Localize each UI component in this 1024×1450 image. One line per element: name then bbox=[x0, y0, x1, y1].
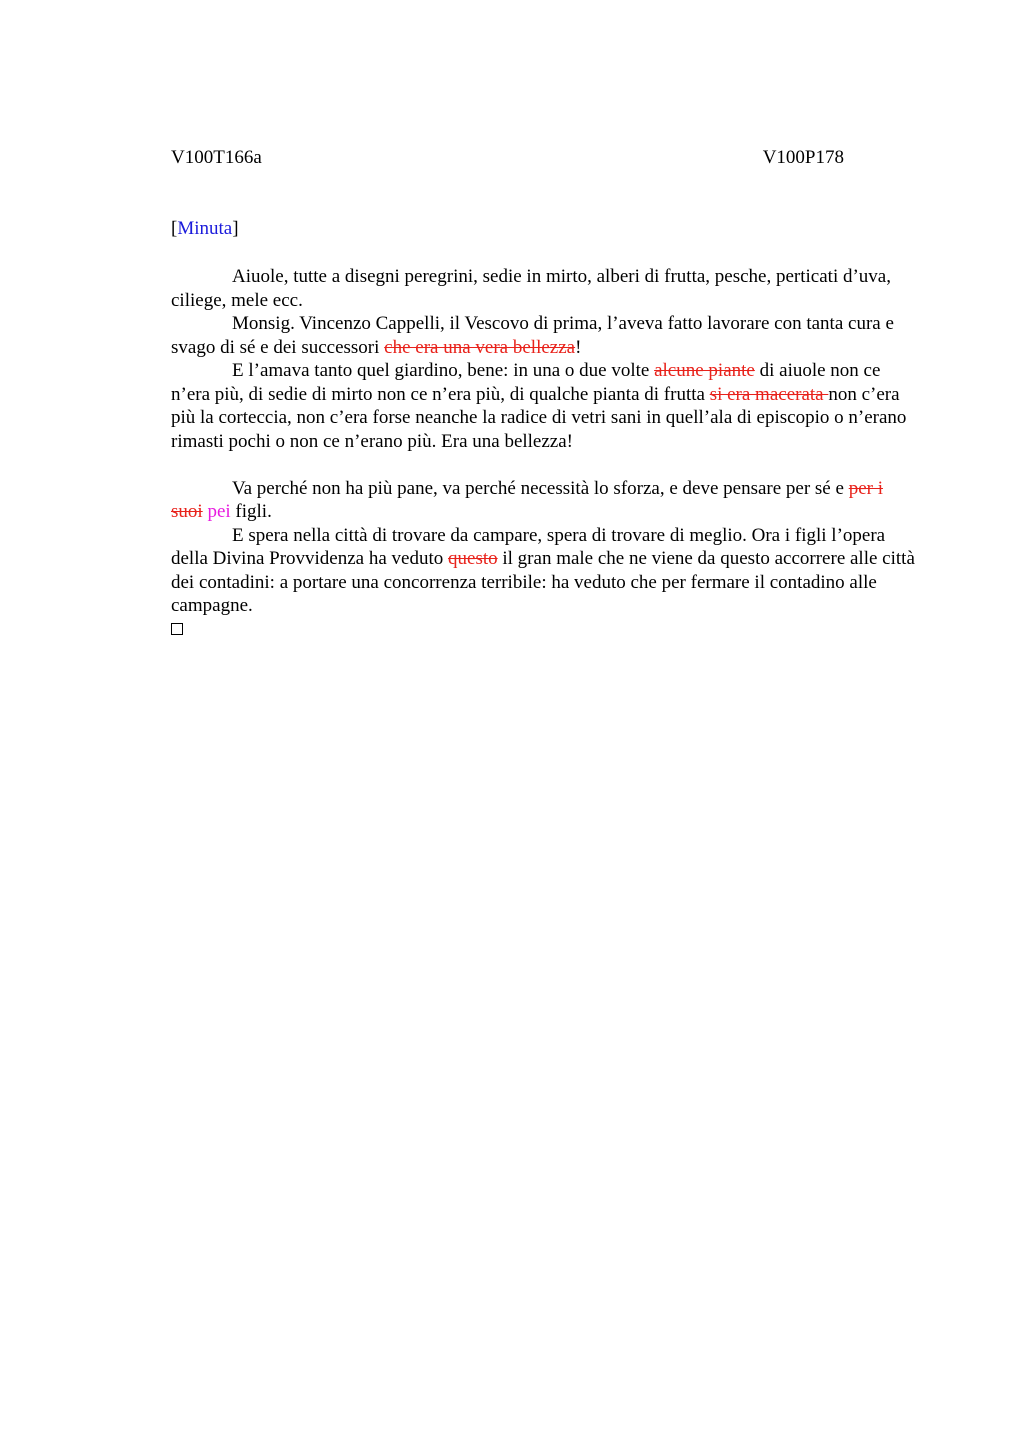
text-run: figli. bbox=[230, 501, 272, 522]
tag-label: Minuta bbox=[177, 218, 233, 239]
tag-bracket-open: [ bbox=[171, 218, 178, 239]
document-code-right: V100P178 bbox=[762, 147, 844, 168]
document-body bbox=[171, 265, 916, 641]
document-type-tag bbox=[171, 218, 239, 240]
text-run: Va perché non ha più pane, va perché necessità lo sforza, e deve pensare per sé e bbox=[232, 477, 849, 499]
text-run: ! bbox=[575, 336, 582, 358]
text-run: Monsig. Vincenzo Cappelli, il Vescovo di prima, l’aveva fatto lavorare con tanta cura e svago di sé e dei successori bbox=[171, 313, 894, 358]
text-run: E l’amava tanto quel giardino, bene: in una o due volte bbox=[232, 360, 655, 381]
deleted-text: questo bbox=[448, 548, 498, 569]
text-run: Aiuole, tutte a disegni peregrini, sedie in mirto, alberi di frutta, pesche, perticati d’uva, ciliege, mele ecc. bbox=[171, 266, 891, 311]
tag-bracket-close: ] bbox=[232, 218, 239, 239]
text-run: di aiuole non ce n’era più, di sedie di mirto non ce n’era più, di qualche pianta di frutta bbox=[171, 360, 881, 405]
paragraph-1 bbox=[171, 265, 916, 312]
deleted-text: si era macerata bbox=[709, 383, 829, 405]
text-run: non c’era più la corteccia, non c’era forse neanche la radice di vetri sani in quell’ala di episcopio o n’erano rimasti pochi o non ce n’erano più. Era una bellezza! bbox=[171, 383, 907, 452]
document-code-left: V100T166a bbox=[171, 147, 262, 168]
paragraph-4 bbox=[171, 477, 916, 524]
text-run: il gran male che ne viene da questo accorrere alle città dei contadini: a portare una concorrenza terribile: ha veduto che per fermare il contadino alle campagne. bbox=[171, 548, 915, 616]
end-mark bbox=[171, 618, 916, 642]
paragraph-3 bbox=[171, 359, 916, 453]
deleted-text: alcune piante bbox=[654, 360, 755, 381]
paragraph-5 bbox=[171, 524, 916, 618]
paragraph-2 bbox=[171, 312, 916, 359]
text-run: E spera nella città di trovare da campare, spera di trovare di meglio. Ora i figli l’opera della Divina Provvidenza ha veduto bbox=[171, 524, 886, 569]
deleted-text: per i suoi bbox=[171, 477, 883, 522]
page-header bbox=[171, 147, 844, 171]
deleted-text: che era una vera bellezza bbox=[384, 336, 576, 358]
inserted-text: pei bbox=[202, 501, 231, 522]
end-box-icon bbox=[171, 623, 183, 635]
